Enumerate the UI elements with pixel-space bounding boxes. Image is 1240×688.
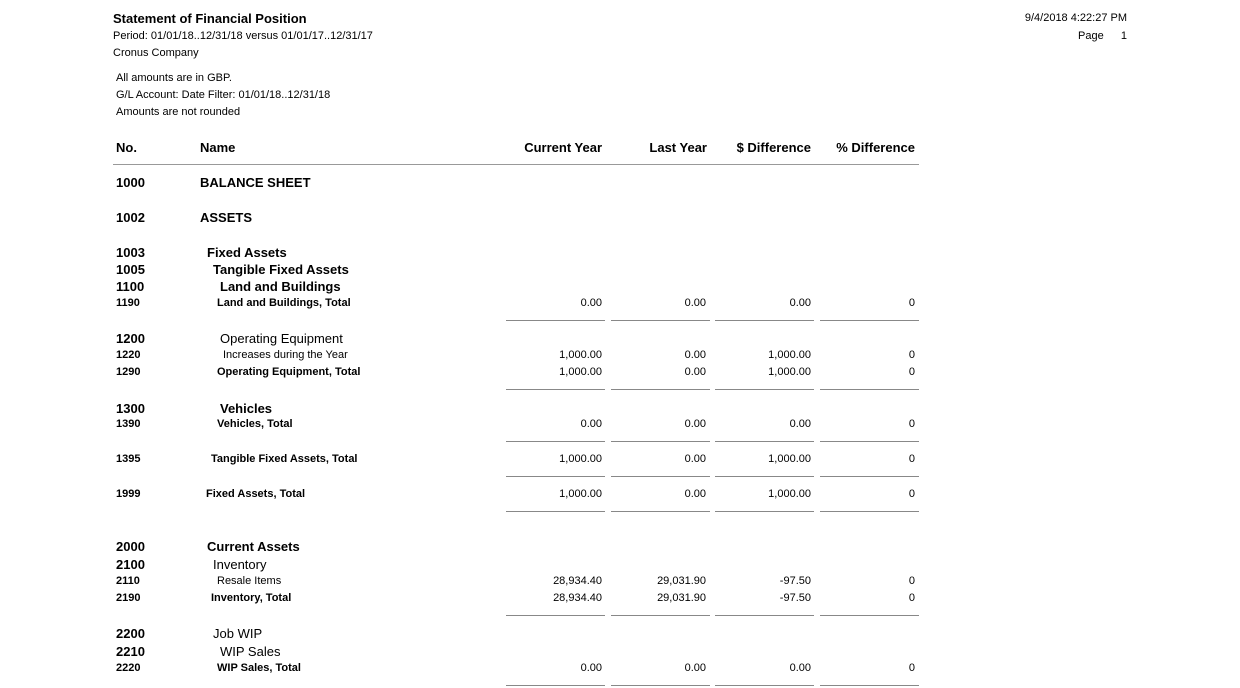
company-name: Cronus Company bbox=[113, 47, 199, 59]
row-diff-amount: 1,000.00 bbox=[768, 366, 811, 378]
total-underline bbox=[820, 511, 919, 512]
row-diff-amount: -97.50 bbox=[779, 592, 811, 604]
row-current-year: 28,934.40 bbox=[553, 575, 602, 587]
total-underline bbox=[611, 615, 710, 616]
row-current-year: 28,934.40 bbox=[553, 592, 602, 604]
report-datetime: 9/4/2018 4:22:27 PM bbox=[1024, 12, 1127, 24]
row-account-no: 2190 bbox=[116, 592, 141, 604]
row-diff-pct: 0 bbox=[908, 592, 915, 604]
column-header-no: No. bbox=[116, 140, 137, 155]
row-diff-pct: 0 bbox=[908, 453, 915, 465]
row-current-year: 0.00 bbox=[580, 418, 602, 430]
row-account-no: 1300 bbox=[116, 401, 145, 416]
row-diff-pct: 0 bbox=[908, 349, 915, 361]
row-account-no: 1005 bbox=[116, 262, 145, 277]
row-diff-pct: 0 bbox=[908, 662, 915, 674]
row-account-name: Job WIP bbox=[213, 626, 263, 641]
row-account-no: 1000 bbox=[116, 175, 145, 190]
row-current-year: 0.00 bbox=[580, 297, 602, 309]
row-diff-pct: 0 bbox=[908, 366, 915, 378]
row-current-year: 1,000.00 bbox=[559, 366, 602, 378]
total-underline bbox=[820, 389, 919, 390]
row-account-name: BALANCE SHEET bbox=[200, 175, 311, 190]
total-underline bbox=[820, 685, 919, 686]
total-underline bbox=[715, 389, 814, 390]
filter-rounding: Amounts are not rounded bbox=[116, 106, 241, 118]
total-underline bbox=[611, 320, 710, 321]
row-account-no: 1003 bbox=[116, 245, 145, 260]
row-last-year: 0.00 bbox=[684, 418, 706, 430]
row-account-name: WIP Sales bbox=[220, 644, 281, 659]
header-rule bbox=[113, 164, 919, 165]
row-diff-amount: 0.00 bbox=[789, 418, 811, 430]
row-account-name: Fixed Assets, Total bbox=[206, 488, 306, 500]
total-underline bbox=[715, 615, 814, 616]
row-account-no: 1100 bbox=[116, 279, 145, 294]
row-account-name: Vehicles, Total bbox=[217, 418, 293, 430]
total-underline bbox=[820, 476, 919, 477]
row-current-year: 0.00 bbox=[580, 662, 602, 674]
row-account-name: Vehicles bbox=[220, 401, 273, 416]
filter-currency: All amounts are in GBP. bbox=[116, 72, 232, 84]
row-last-year: 0.00 bbox=[684, 662, 706, 674]
column-header-diff-pct: % Difference bbox=[836, 140, 915, 155]
row-account-name: Tangible Fixed Assets, Total bbox=[211, 453, 358, 465]
row-account-name: Inventory, Total bbox=[211, 592, 292, 604]
row-account-name: Current Assets bbox=[207, 539, 300, 554]
row-last-year: 0.00 bbox=[684, 488, 706, 500]
row-diff-pct: 0 bbox=[908, 297, 915, 309]
row-current-year: 1,000.00 bbox=[559, 453, 602, 465]
total-underline bbox=[506, 320, 605, 321]
total-underline bbox=[506, 441, 605, 442]
row-last-year: 0.00 bbox=[684, 349, 706, 361]
total-underline bbox=[715, 476, 814, 477]
row-diff-amount: 0.00 bbox=[789, 662, 811, 674]
column-header-current-year: Current Year bbox=[524, 140, 602, 155]
row-account-no: 1999 bbox=[116, 488, 141, 500]
row-account-name: Operating Equipment, Total bbox=[217, 366, 361, 378]
total-underline bbox=[715, 320, 814, 321]
total-underline bbox=[506, 476, 605, 477]
row-account-name: Resale Items bbox=[217, 575, 282, 587]
row-account-no: 2210 bbox=[116, 644, 145, 659]
total-underline bbox=[820, 615, 919, 616]
row-account-no: 1200 bbox=[116, 331, 145, 346]
row-account-name: ASSETS bbox=[200, 210, 253, 225]
row-account-name: Land and Buildings bbox=[220, 279, 341, 294]
row-diff-amount: 0.00 bbox=[789, 297, 811, 309]
page-number: 1 bbox=[1120, 30, 1127, 42]
total-underline bbox=[715, 441, 814, 442]
column-header-diff-amount: $ Difference bbox=[736, 140, 811, 155]
row-account-no: 2200 bbox=[116, 626, 145, 641]
total-underline bbox=[506, 615, 605, 616]
total-underline bbox=[611, 476, 710, 477]
row-current-year: 1,000.00 bbox=[559, 349, 602, 361]
row-account-no: 1002 bbox=[116, 210, 145, 225]
row-account-name: WIP Sales, Total bbox=[217, 662, 301, 674]
row-last-year: 0.00 bbox=[684, 297, 706, 309]
row-last-year: 29,031.90 bbox=[657, 575, 706, 587]
total-underline bbox=[506, 685, 605, 686]
page-label: Page bbox=[1078, 30, 1104, 42]
total-underline bbox=[611, 511, 710, 512]
row-diff-amount: -97.50 bbox=[779, 575, 811, 587]
total-underline bbox=[611, 685, 710, 686]
row-diff-pct: 0 bbox=[908, 488, 915, 500]
total-underline bbox=[715, 685, 814, 686]
total-underline bbox=[506, 511, 605, 512]
row-account-no: 1390 bbox=[116, 418, 141, 430]
row-account-no: 1395 bbox=[116, 453, 141, 465]
row-diff-pct: 0 bbox=[908, 575, 915, 587]
report-period: Period: 01/01/18..12/31/18 versus 01/01/17..12/31/17 bbox=[113, 30, 373, 42]
row-account-name: Operating Equipment bbox=[220, 331, 343, 346]
report-title: Statement of Financial Position bbox=[113, 11, 307, 26]
column-header-last-year: Last Year bbox=[649, 140, 707, 155]
row-account-name: Land and Buildings, Total bbox=[217, 297, 351, 309]
total-underline bbox=[611, 441, 710, 442]
total-underline bbox=[820, 320, 919, 321]
row-account-no: 2220 bbox=[116, 662, 141, 674]
row-account-name: Increases during the Year bbox=[223, 349, 348, 361]
row-account-no: 2000 bbox=[116, 539, 145, 554]
row-account-name: Fixed Assets bbox=[207, 245, 287, 260]
filter-date: G/L Account: Date Filter: 01/01/18..12/31/18 bbox=[116, 89, 331, 101]
total-underline bbox=[715, 511, 814, 512]
row-diff-amount: 1,000.00 bbox=[768, 488, 811, 500]
total-underline bbox=[820, 441, 919, 442]
total-underline bbox=[611, 389, 710, 390]
row-account-no: 1220 bbox=[116, 349, 141, 361]
total-underline bbox=[506, 389, 605, 390]
row-account-name: Inventory bbox=[213, 557, 267, 572]
row-account-no: 2100 bbox=[116, 557, 145, 572]
row-account-name: Tangible Fixed Assets bbox=[213, 262, 349, 277]
row-account-no: 1190 bbox=[116, 297, 140, 309]
row-diff-pct: 0 bbox=[908, 418, 915, 430]
row-current-year: 1,000.00 bbox=[559, 488, 602, 500]
column-header-name: Name bbox=[200, 140, 236, 155]
row-account-no: 1290 bbox=[116, 366, 141, 378]
row-last-year: 0.00 bbox=[684, 453, 706, 465]
row-diff-amount: 1,000.00 bbox=[768, 349, 811, 361]
row-account-no: 2110 bbox=[116, 575, 140, 587]
row-diff-amount: 1,000.00 bbox=[768, 453, 811, 465]
row-last-year: 0.00 bbox=[684, 366, 706, 378]
row-last-year: 29,031.90 bbox=[657, 592, 706, 604]
